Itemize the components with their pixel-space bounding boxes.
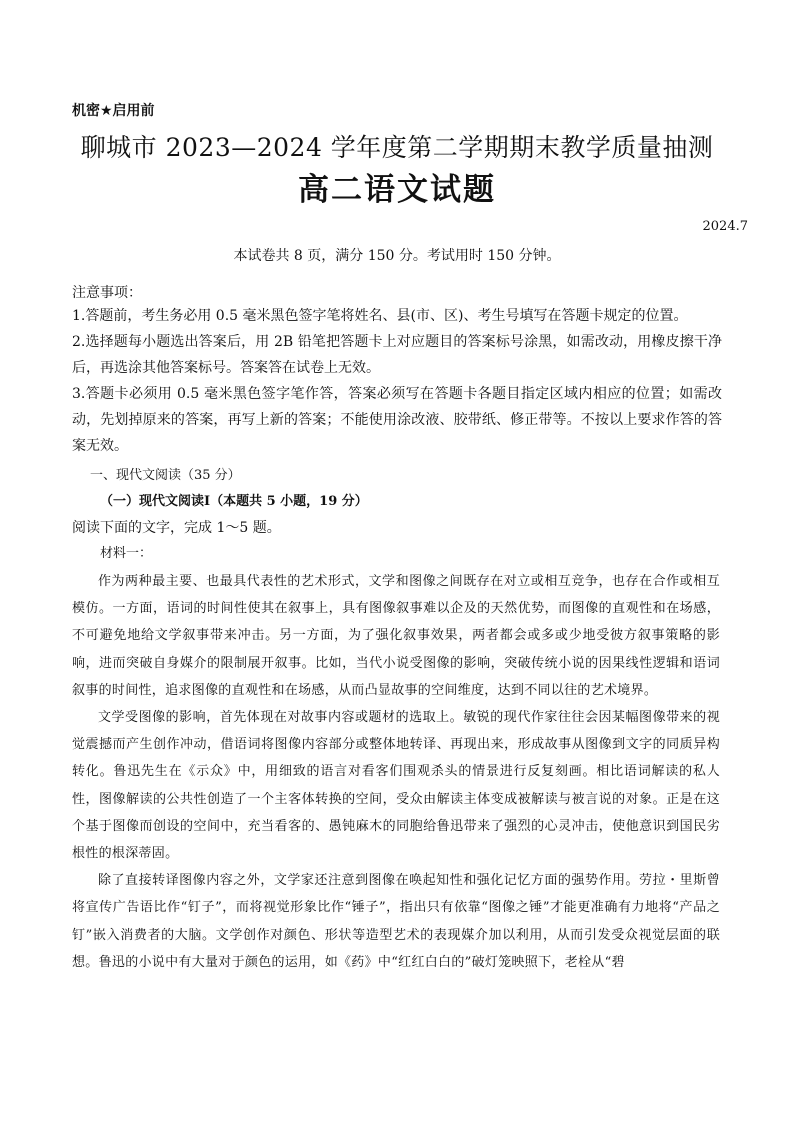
notice-list — [72, 303, 722, 459]
notice-item: 2.选择题每小题选出答案后，用 2B 铅笔把答题卡上对应题目的答案标号涂黑，如需改动，用橡皮擦干净后，再选涂其他答案标号。答案答在试卷上无效。 — [72, 334, 722, 376]
material-paragraph: 文学受图像的影响，首先体现在对故事内容或题材的选取上。敏锐的现代作家往往会因某幅图像带来的视觉震撼而产生创作冲动，借语词将图像内容部分或整体地转译、再现出来，形成故事从图像到文字的同质异构转化。鲁迅先生在《示众》中，用细致的语言对看客们围观杀头的情景进行反复刻画。相比语词解读的私人性，图像解读的公共性创造了一个主客体转换的空间，受众由解读主体变成被解读与被言说的对象。正是在这个基于图像而创设的空间中，充当看客的、愚钝麻木的同胞给鲁迅带来了强烈的心灵冲击，使他意识到国民劣根性的根深蒂固。 — [72, 710, 720, 862]
exam-main-title: 聊城市 2023—2024 学年度第二学期期末教学质量抽测 — [80, 133, 714, 162]
section-title: 一、现代文阅读（35 分） — [90, 468, 241, 483]
notice-item: 1.答题前，考生务必用 0.5 毫米黑色签字笔将姓名、县(市、区)、考生号填写在答题卡规定的位置。 — [72, 308, 688, 324]
notice-item: 3.答题卡必须用 0.5 毫米黑色签字笔作答，答案必须写在答题卡各题目指定区域内相应的位置；如需改动，先划掉原来的答案，再写上新的答案；不能使用涂改液、胶带纸、修正带等。不按以上要求作答的答案无效。 — [72, 386, 722, 454]
notice-title: 注意事项： — [72, 285, 142, 301]
material-body — [72, 568, 720, 976]
reading-instruction: 阅读下面的文字，完成 1～5 题。 — [72, 520, 281, 536]
material-label: 材料一： — [100, 546, 153, 561]
exam-info: 本试卷共 8 页，满分 150 分。考试用时 150 分钟。 — [233, 248, 561, 264]
exam-date: 2024.7 — [702, 219, 748, 234]
material-paragraph: 除了直接转译图像内容之外，文学家还注意到图像在唤起知性和强化记忆方面的强势作用。劳拉・里斯曾将宣传广告语比作“钉子”，而将视觉形象比作“锤子”，指出只有依靠“图像之锤”才能更准确有力地将“产品之钉”嵌入消费者的大脑。文学创作对颜色、形状等造型艺术的表现媒介加以利用，从而引发受众视觉层面的联想。鲁迅的小说中有大量对于颜色的运用，如《药》中“红红白白的”破灯笼映照下，老栓从“碧 — [72, 873, 720, 970]
subsection-title: （一）现代文阅读Ⅰ（本题共 5 小题，19 分） — [100, 494, 368, 509]
confidential-label: 机密★启用前 — [72, 103, 155, 119]
exam-subject-title: 高二语文试题 — [298, 172, 496, 208]
material-paragraph: 作为两种最主要、也最具代表性的艺术形式，文学和图像之间既存在对立或相互竞争，也存在合作或相互模仿。一方面，语词的时间性使其在叙事上，具有图像叙事难以企及的天然优势，而图像的直观性和在场感，不可避免地给文学叙事带来冲击。另一方面，为了强化叙事效果，两者都会或多或少地受彼方叙事策略的影响，进而突破自身媒介的限制展开叙事。比如，当代小说受图像的影响，突破传统小说的因果线性逻辑和语词叙事的时间性，追求图像的直观性和在场感，从而凸显故事的空间维度，达到不同以往的艺术境界。 — [72, 574, 720, 698]
